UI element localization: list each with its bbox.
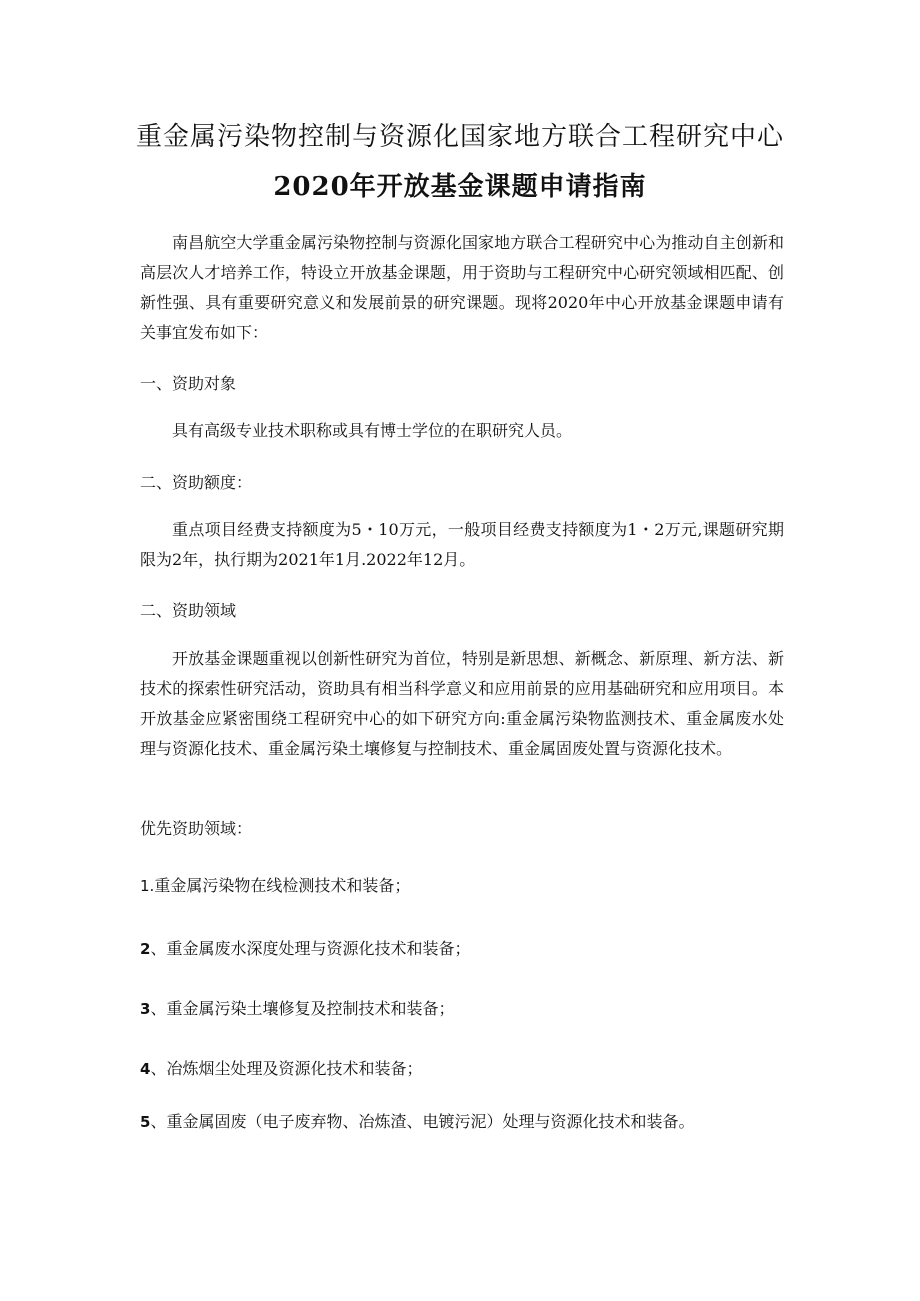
priority-item-2	[140, 934, 470, 964]
document-subtitle: 2020年开放基金课题申请指南	[273, 172, 647, 202]
priority-item-4	[140, 1054, 422, 1084]
priority-item-number: 5	[140, 1113, 151, 1131]
intro-paragraph: 南昌航空大学重金属污染物控制与资源化国家地方联合工程研究中心为推动自主创新和高层次人才培养工作，特设立开放基金课题，用于资助与工程研究中心研究领域相匹配、创新性强、具有重要研究意义和发展前景的研究课题。现将2020年中心开放基金课题申请有关事宜发布如下：	[140, 233, 784, 342]
priority-item-number: 4	[140, 1060, 151, 1078]
priority-item-number: 3	[140, 1000, 151, 1018]
priority-item-text: 、冶炼烟尘处理及资源化技术和装备；	[150, 1059, 423, 1078]
priority-item-text: 、重金属污染土壤修复及控制技术和装备；	[150, 999, 455, 1018]
field-paragraph: 开放基金课题重视以创新性研究为首位，特别是新思想、新概念、新原理、新方法、新技术的探索性研究活动，资助具有相当科学意义和应用前景的应用基础研究和应用项目。本开放基金应紧密围绕工程研究中心的如下研究方向:重金属污染物监测技术、重金属废水处理与资源化技术、重金属污染土壤修复与控制技术、重金属固废处置与资源化技术。	[140, 649, 784, 758]
priority-item-3	[140, 994, 454, 1024]
amount-paragraph: 重点项目经费支持额度为5・10万元，一般项目经费支持额度为1・2万元,课题研究期限为2年，执行期为2021年1月.2022年12月。	[140, 520, 784, 569]
priority-item-number: 2	[140, 940, 151, 958]
section-heading-amount: 二、资助额度：	[140, 473, 253, 492]
priority-item-number: 1.	[140, 877, 155, 895]
section-heading-field: 二、资助领域	[140, 601, 237, 620]
priority-item-text: 重金属污染物在线检测技术和装备；	[154, 876, 411, 895]
document-title: 重金属污染物控制与资源化国家地方联合工程研究中心	[135, 122, 784, 152]
priority-label: 优先资助领域：	[140, 819, 253, 838]
priority-item-text: 、重金属固废（电子废弃物、冶炼渣、电镀污泥）处理与资源化技术和装备。	[150, 1112, 695, 1131]
priority-item-text: 、重金属废水深度处理与资源化技术和装备；	[150, 939, 471, 958]
priority-item-1	[140, 871, 410, 901]
object-paragraph: 具有高级专业技术职称或具有博士学位的在职研究人员。	[172, 421, 573, 440]
priority-item-5	[140, 1107, 694, 1137]
section-heading-object: 一、资助对象	[140, 374, 237, 393]
